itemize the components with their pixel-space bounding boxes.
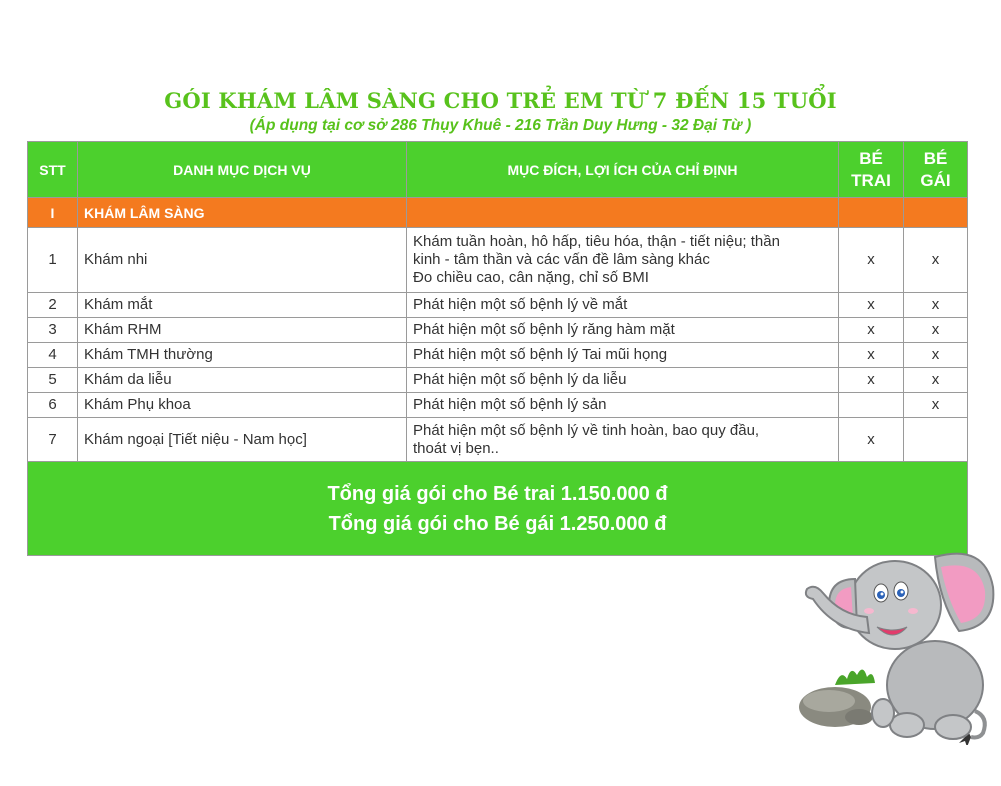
row-stt: 5 [28,368,78,393]
table-row [28,228,968,293]
row-purpose-line: Phát hiện một số bệnh lý về tinh hoàn, bao quy đầu, [413,421,760,439]
row-purpose: Phát hiện một số bệnh lý da liễu [407,368,839,393]
service-table [27,141,968,556]
header-boy-line2: TRAI [851,170,891,190]
row-boy-mark: x [839,228,904,293]
row-girl-mark: x [904,343,968,368]
row-purpose [407,228,839,293]
row-service: Khám da liễu [78,368,407,393]
table-row [28,293,968,318]
row-boy-mark [839,393,904,418]
row-purpose: Phát hiện một số bệnh lý sản [407,393,839,418]
row-girl-mark: x [904,228,968,293]
row-boy-mark: x [839,293,904,318]
row-purpose-line: Khám tuần hoàn, hô hấp, tiêu hóa, thận - tiết niệu; thần [413,233,780,250]
row-service: Khám Phụ khoa [78,393,407,418]
table-row [28,318,968,343]
row-boy-mark: x [839,318,904,343]
table-row [28,368,968,393]
table-row [28,393,968,418]
page-subtitle: (Áp dụng tại cơ sở 286 Thụy Khuê - 216 Trần Duy Hưng - 32 Đại Từ ) [249,117,752,134]
row-service: Khám TMH thường [78,343,407,368]
row-purpose [407,418,839,462]
row-girl-mark: x [904,393,968,418]
row-stt: 4 [28,343,78,368]
row-purpose-line: kinh - tâm thần và các vấn đề lâm sàng khác [413,251,710,268]
header-stt: STT [28,142,78,198]
total-girl: Tổng giá gói cho Bé gái 1.250.000 đ [328,512,667,535]
section-row [28,198,968,228]
header-girl [904,142,968,198]
elephant-illustration [795,535,995,745]
row-service: Khám ngoại [Tiết niệu - Nam học] [78,418,407,462]
page-title: GÓI KHÁM LÂM SÀNG CHO TRẺ EM TỪ 7 ĐẾN 15 TUỔI [164,88,837,113]
row-stt: 2 [28,293,78,318]
row-boy-mark: x [839,368,904,393]
header-boy-line1: BÉ [859,148,883,168]
row-purpose-line: thoát vị bẹn.. [413,439,499,457]
row-stt: 3 [28,318,78,343]
row-girl-mark [904,418,968,462]
row-service: Khám RHM [78,318,407,343]
row-boy-mark: x [839,343,904,368]
table-row [28,343,968,368]
header-boy [839,142,904,198]
table-row [28,418,968,462]
header-purpose: MỤC ĐÍCH, LỢI ÍCH CỦA CHỈ ĐỊNH [407,142,839,198]
total-boy: Tổng giá gói cho Bé trai 1.150.000 đ [327,482,668,505]
row-purpose: Phát hiện một số bệnh lý về mắt [407,293,839,318]
section-name: KHÁM LÂM SÀNG [78,198,407,228]
row-purpose: Phát hiện một số bệnh lý Tai mũi họng [407,343,839,368]
row-stt: 7 [28,418,78,462]
row-girl-mark: x [904,293,968,318]
row-girl-mark: x [904,368,968,393]
row-purpose-line: Đo chiều cao, cân nặng, chỉ số BMI [413,269,649,286]
header-girl-line1: BÉ [923,148,948,168]
row-boy-mark: x [839,418,904,462]
row-purpose: Phát hiện một số bệnh lý răng hàm mặt [407,318,839,343]
header-girl-line2: GÁI [920,170,951,190]
header-service: DANH MỤC DỊCH VỤ [78,142,407,198]
row-stt: 1 [28,228,78,293]
row-girl-mark: x [904,318,968,343]
row-stt: 6 [28,393,78,418]
section-stt: I [28,198,78,228]
row-service: Khám nhi [78,228,407,293]
table-header-row [28,142,968,198]
row-service: Khám mắt [78,293,407,318]
